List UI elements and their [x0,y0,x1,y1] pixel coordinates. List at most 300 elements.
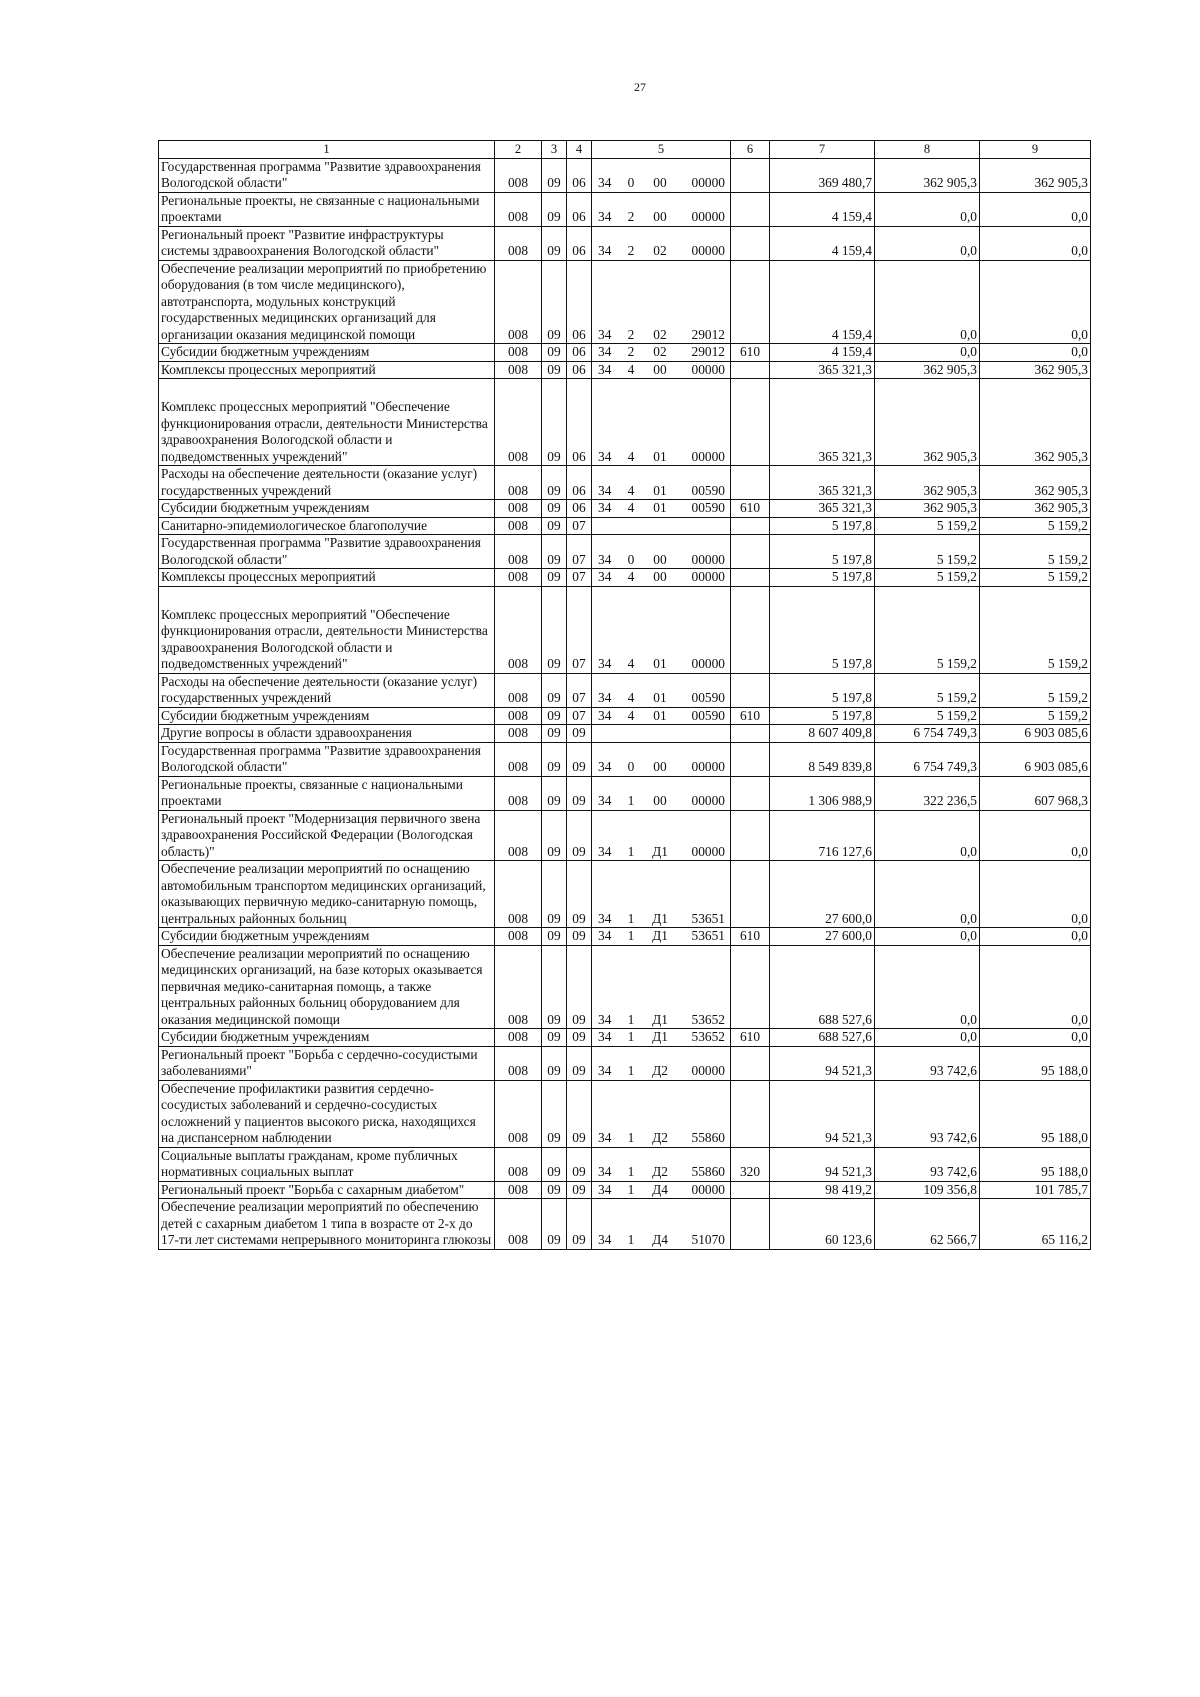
section-code: 09 [542,1046,567,1080]
expense-type-code [731,192,770,226]
expense-type-code [731,586,770,673]
target-article-part: 00000 [691,1181,725,1197]
target-article-code [592,1199,731,1250]
target-article-code [592,535,731,569]
target-article-parts [594,690,728,707]
target-article-part: 34 [598,1063,612,1078]
target-article-part: 34 [598,843,612,859]
amount-col9: 5 159,2 [980,517,1091,535]
subsection-code: 06 [567,500,592,518]
row-name: Расходы на обеспечение деятельности (оказание услуг) государственных учреждений [159,466,495,500]
target-article-part: 34 [598,500,612,515]
target-article-part: 34 [598,1011,612,1027]
row-name: Государственная программа "Развитие здравоохранения Вологодской области" [159,742,495,776]
target-article-parts [594,928,728,945]
subsection-code: 09 [567,1147,592,1181]
subsection-code: 06 [567,466,592,500]
expense-type-code [731,361,770,379]
target-article-part: 00 [653,175,667,190]
target-article-part: Д1 [652,843,668,859]
expense-type-code [731,379,770,466]
target-article-part: 34 [598,1029,612,1044]
amount-col7: 5 197,8 [770,673,875,707]
target-article-parts [594,793,728,810]
subsection-code: 06 [567,361,592,379]
target-article-code [592,500,731,518]
target-article-code [592,260,731,344]
target-article-part: 34 [598,175,612,190]
target-article-part: 1 [627,1011,635,1027]
target-article-part: 00000 [691,1063,725,1078]
target-article-part: Д2 [652,1063,668,1078]
amount-col7: 369 480,7 [770,158,875,192]
target-article-part: 29012 [691,326,725,342]
target-article-part: Д1 [652,910,668,926]
target-article-part: 34 [598,707,612,723]
target-article-part: 53652 [691,1029,725,1044]
row-name: Субсидии бюджетным учреждениям [159,928,495,946]
subsection-code: 06 [567,260,592,344]
target-article-code [592,928,731,946]
expense-type-code [731,810,770,861]
subsection-code: 09 [567,810,592,861]
expense-type-code [731,569,770,587]
target-article-part: 00 [653,209,667,224]
table-row [159,810,1091,861]
amount-col9: 5 159,2 [980,535,1091,569]
amount-col9: 362 905,3 [980,379,1091,466]
amount-col7: 365 321,3 [770,466,875,500]
target-article-part: 1 [627,1130,635,1145]
section-code: 09 [542,1029,567,1047]
row-name: Обеспечение профилактики развития сердечно-сосудистых заболеваний и сердечно-сосудистых осложнений у пациентов высокого риска, находящихся на диспансерном наблюдении [159,1080,495,1147]
amount-col9: 6 903 085,6 [980,742,1091,776]
table-row [159,1199,1091,1250]
target-article-part: 00590 [691,482,725,498]
table-row [159,1029,1091,1047]
header-cell: 4 [567,141,592,159]
header-cell: 3 [542,141,567,159]
table-row [159,379,1091,466]
target-article-parts [594,449,728,466]
amount-col9: 101 785,7 [980,1181,1091,1199]
target-article-part: 34 [598,569,612,584]
header-cell: 5 [592,141,731,159]
amount-col8: 6 754 749,3 [875,742,980,776]
target-article-part: 55860 [691,1164,725,1179]
section-code: 09 [542,928,567,946]
target-article-parts [594,243,728,260]
target-article-code [592,158,731,192]
amount-col9: 362 905,3 [980,158,1091,192]
target-article-part: Д4 [652,1181,668,1197]
subsection-code: 09 [567,1181,592,1199]
amount-col7: 365 321,3 [770,361,875,379]
admin-code: 008 [495,1046,542,1080]
amount-col8: 5 159,2 [875,707,980,725]
section-code: 09 [542,500,567,518]
target-article-code [592,1181,731,1199]
expense-type-code [731,742,770,776]
target-article-part: 0 [627,175,635,190]
table-row [159,226,1091,260]
section-code: 09 [542,535,567,569]
amount-col8: 0,0 [875,192,980,226]
admin-code: 008 [495,742,542,776]
target-article-part: 34 [598,1232,612,1247]
target-article-part: 2 [627,209,635,224]
table-row [159,861,1091,928]
section-code: 09 [542,725,567,743]
target-article-parts [594,500,728,517]
target-article-code [592,192,731,226]
section-code: 09 [542,776,567,810]
target-article-part: 01 [653,707,667,723]
target-article-part: 00 [653,569,667,584]
amount-col9: 0,0 [980,928,1091,946]
target-article-part: 1 [627,1029,635,1044]
amount-col8: 362 905,3 [875,361,980,379]
target-article-part: 4 [627,500,635,515]
row-name: Государственная программа "Развитие здравоохранения Вологодской области" [159,158,495,192]
subsection-code: 09 [567,742,592,776]
amount-col8: 5 159,2 [875,535,980,569]
table-row [159,1080,1091,1147]
target-article-code [592,673,731,707]
admin-code: 008 [495,707,542,725]
amount-col9: 65 116,2 [980,1199,1091,1250]
target-article-part: 00000 [691,759,725,774]
row-name: Региональный проект "Борьба с сердечно-сосудистыми заболеваниями" [159,1046,495,1080]
amount-col8: 0,0 [875,260,980,344]
row-name: Региональный проект "Развитие инфраструктуры системы здравоохранения Вологодской области" [159,226,495,260]
amount-col9: 362 905,3 [980,500,1091,518]
amount-col8: 0,0 [875,861,980,928]
expense-type-code: 610 [731,707,770,725]
subsection-code: 06 [567,344,592,362]
target-article-part: 34 [598,690,612,705]
amount-col9: 5 159,2 [980,586,1091,673]
expense-type-code: 320 [731,1147,770,1181]
row-name: Субсидии бюджетным учреждениям [159,707,495,725]
subsection-code: 09 [567,861,592,928]
admin-code: 008 [495,158,542,192]
target-article-part: Д2 [652,1130,668,1145]
amount-col7: 60 123,6 [770,1199,875,1250]
target-article-part: 00000 [691,569,725,584]
amount-col7: 4 159,4 [770,344,875,362]
target-article-part: 29012 [691,344,725,359]
amount-col8: 109 356,8 [875,1181,980,1199]
target-article-code [592,379,731,466]
target-article-part: 2 [627,243,635,258]
amount-col8: 5 159,2 [875,517,980,535]
expense-type-code [731,673,770,707]
target-article-part: Д2 [652,1164,668,1179]
amount-col9: 5 159,2 [980,569,1091,587]
table-row [159,361,1091,379]
target-article-part: 00000 [691,175,725,190]
target-article-part: 4 [627,482,635,498]
target-article-part: 1 [627,1181,635,1197]
header-cell: 2 [495,141,542,159]
target-article-part: 00590 [691,690,725,705]
amount-col8: 0,0 [875,928,980,946]
section-code: 09 [542,466,567,500]
target-article-part: 00 [653,551,667,567]
target-article-code [592,1080,731,1147]
admin-code: 008 [495,586,542,673]
target-article-parts [594,1012,728,1029]
subsection-code: 09 [567,1046,592,1080]
section-code: 09 [542,1181,567,1199]
amount-col9: 362 905,3 [980,466,1091,500]
section-code: 09 [542,260,567,344]
amount-col9: 607 968,3 [980,776,1091,810]
target-article-part: 00000 [691,243,725,258]
amount-col9: 0,0 [980,192,1091,226]
admin-code: 008 [495,945,542,1029]
amount-col7: 94 521,3 [770,1147,875,1181]
amount-col8: 0,0 [875,1029,980,1047]
expense-type-code [731,861,770,928]
table-header-row [159,141,1091,159]
table-row [159,535,1091,569]
amount-col7: 365 321,3 [770,500,875,518]
target-article-code [592,569,731,587]
admin-code: 008 [495,361,542,379]
target-article-parts [594,362,728,379]
table-row [159,725,1091,743]
amount-col8: 0,0 [875,226,980,260]
expense-type-code [731,725,770,743]
target-article-part: 34 [598,326,612,342]
target-article-parts [594,656,728,673]
subsection-code: 06 [567,192,592,226]
target-article-code [592,945,731,1029]
target-article-part: 53651 [691,910,725,926]
table-row [159,1046,1091,1080]
target-article-part: 2 [627,344,635,359]
expense-type-code [731,1080,770,1147]
amount-col7: 5 197,8 [770,586,875,673]
amount-col7: 688 527,6 [770,945,875,1029]
target-article-parts [594,344,728,361]
amount-col8: 362 905,3 [875,500,980,518]
subsection-code: 07 [567,707,592,725]
expense-type-code [731,517,770,535]
table-row [159,707,1091,725]
target-article-parts [594,175,728,192]
target-article-parts [594,911,728,928]
table-row [159,569,1091,587]
subsection-code: 06 [567,379,592,466]
table-row [159,260,1091,344]
admin-code: 008 [495,226,542,260]
admin-code: 008 [495,517,542,535]
target-article-part: 2 [627,326,635,342]
target-article-part: 55860 [691,1130,725,1145]
amount-col7: 4 159,4 [770,260,875,344]
expense-type-code: 610 [731,928,770,946]
target-article-part: 1 [627,910,635,926]
target-article-code [592,517,731,535]
target-article-code [592,466,731,500]
subsection-code: 07 [567,535,592,569]
section-code: 09 [542,945,567,1029]
header-cell: 8 [875,141,980,159]
amount-col7: 5 197,8 [770,517,875,535]
target-article-part: Д1 [652,928,668,943]
subsection-code: 09 [567,1199,592,1250]
amount-col7: 94 521,3 [770,1080,875,1147]
target-article-part: 4 [627,707,635,723]
amount-col8: 5 159,2 [875,586,980,673]
row-name: Расходы на обеспечение деятельности (оказание услуг) государственных учреждений [159,673,495,707]
target-article-part: 00000 [691,843,725,859]
amount-col7: 5 197,8 [770,707,875,725]
table-row [159,466,1091,500]
target-article-parts [594,759,728,776]
header-cell: 1 [159,141,495,159]
expense-type-code [731,1199,770,1250]
row-name: Социальные выплаты гражданам, кроме публичных нормативных социальных выплат [159,1147,495,1181]
amount-col7: 94 521,3 [770,1046,875,1080]
admin-code: 008 [495,1181,542,1199]
target-article-code [592,861,731,928]
target-article-part: Д1 [652,1029,668,1044]
table-row [159,158,1091,192]
amount-col7: 365 321,3 [770,379,875,466]
row-name: Субсидии бюджетным учреждениям [159,500,495,518]
admin-code: 008 [495,861,542,928]
admin-code: 008 [495,344,542,362]
target-article-part: 00590 [691,707,725,723]
amount-col7: 5 197,8 [770,569,875,587]
amount-col7: 5 197,8 [770,535,875,569]
target-article-part: Д1 [652,1011,668,1027]
section-code: 09 [542,673,567,707]
subsection-code: 06 [567,158,592,192]
table-row [159,776,1091,810]
amount-col8: 5 159,2 [875,673,980,707]
section-code: 09 [542,569,567,587]
amount-col8: 362 905,3 [875,379,980,466]
admin-code: 008 [495,725,542,743]
amount-col9: 0,0 [980,1029,1091,1047]
page-number: 27 [634,80,646,94]
row-name: Санитарно-эпидемиологическое благополучие [159,517,495,535]
target-article-part: 00590 [691,500,725,515]
row-name: Комплекс процессных мероприятий "Обеспечение функционирования отрасли, деятельности Министерства здравоохранения Вологодской области и подведомственных учреждений" [159,586,495,673]
admin-code: 008 [495,535,542,569]
target-article-code [592,810,731,861]
row-name: Обеспечение реализации мероприятий по приобретению оборудования (в том числе медицинского), автотранспорта, модульных конструкций государственных медицинских организаций для организации оказания медицинской помощи [159,260,495,344]
target-article-code [592,776,731,810]
target-article-parts [594,1232,728,1249]
row-name: Региональный проект "Модернизация первичного звена здравоохранения Российской Федерации (Вологодская область)" [159,810,495,861]
expense-type-code [731,535,770,569]
admin-code: 008 [495,928,542,946]
amount-col7: 4 159,4 [770,226,875,260]
target-article-part: 4 [627,690,635,705]
amount-col7: 27 600,0 [770,861,875,928]
subsection-code: 07 [567,673,592,707]
admin-code: 008 [495,1199,542,1250]
target-article-part: 34 [598,793,612,808]
header-cell: 9 [980,141,1091,159]
admin-code: 008 [495,500,542,518]
target-article-part: 01 [653,500,667,515]
expense-type-code: 610 [731,344,770,362]
subsection-code: 09 [567,725,592,743]
target-article-part: 00 [653,361,667,377]
amount-col9: 95 188,0 [980,1046,1091,1080]
target-article-part: 02 [653,243,667,258]
amount-col9: 6 903 085,6 [980,725,1091,743]
section-code: 09 [542,192,567,226]
amount-col8: 0,0 [875,810,980,861]
target-article-part: 1 [627,1164,635,1179]
target-article-part: 34 [598,243,612,258]
amount-col7: 27 600,0 [770,928,875,946]
section-code: 09 [542,1147,567,1181]
subsection-code: 06 [567,226,592,260]
target-article-code [592,586,731,673]
target-article-code [592,361,731,379]
budget-table [158,140,1091,1250]
target-article-part: 34 [598,656,612,671]
table-row [159,1147,1091,1181]
section-code: 09 [542,226,567,260]
amount-col9: 0,0 [980,226,1091,260]
amount-col9: 362 905,3 [980,361,1091,379]
table-row [159,1181,1091,1199]
admin-code: 008 [495,776,542,810]
table-row [159,192,1091,226]
target-article-parts [594,708,728,725]
subsection-code: 07 [567,586,592,673]
section-code: 09 [542,379,567,466]
target-article-part: 00000 [691,793,725,808]
table-body [159,158,1091,1249]
section-code: 09 [542,158,567,192]
amount-col9: 95 188,0 [980,1147,1091,1181]
target-article-part: 34 [598,910,612,926]
target-article-parts [594,209,728,226]
expense-type-code [731,776,770,810]
row-name: Субсидии бюджетным учреждениям [159,1029,495,1047]
target-article-part: 00000 [691,656,725,671]
target-article-code [592,707,731,725]
target-article-part: 1 [627,928,635,943]
target-article-code [592,344,731,362]
amount-col9: 5 159,2 [980,707,1091,725]
target-article-code [592,742,731,776]
amount-col8: 362 905,3 [875,158,980,192]
table-row [159,517,1091,535]
target-article-part: 02 [653,326,667,342]
target-article-part: 34 [598,344,612,359]
target-article-part: 1 [627,1232,635,1247]
target-article-part: 34 [598,482,612,498]
row-name: Обеспечение реализации мероприятий по обеспечению детей с сахарным диабетом 1 типа в возрасте от 2-х до 17-ти лет системами непрерывного мониторинга глюкозы [159,1199,495,1250]
target-article-part: 1 [627,843,635,859]
header-cell: 7 [770,141,875,159]
target-article-code [592,725,731,743]
section-code: 09 [542,517,567,535]
table-row [159,586,1091,673]
